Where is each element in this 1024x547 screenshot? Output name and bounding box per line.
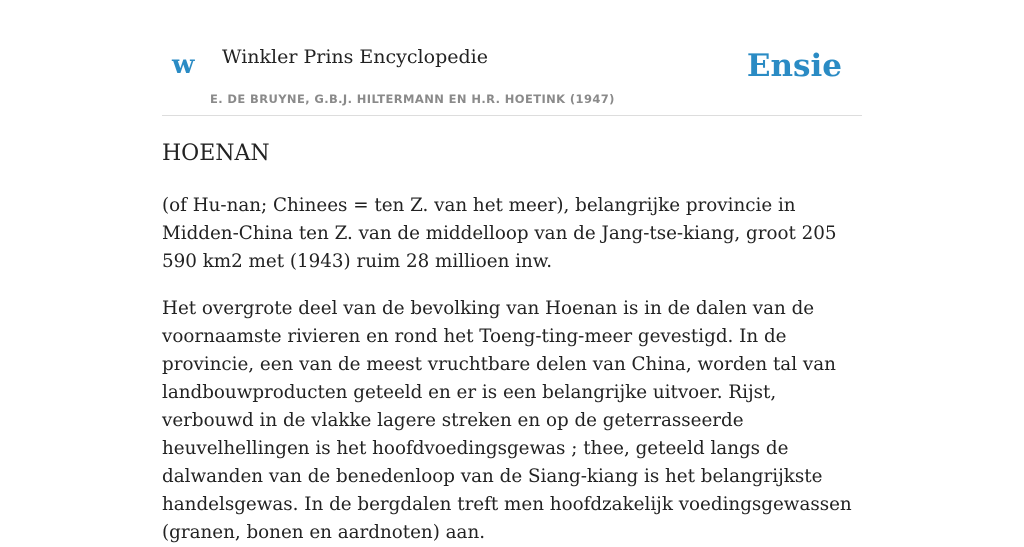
ensie-logo[interactable]: Ensie [746, 48, 842, 84]
logo-w-icon[interactable]: w [172, 50, 195, 80]
entry-title: HOENAN [162, 141, 270, 166]
site-subtitle: E. DE BRUYNE, G.B.J. HILTERMANN EN H.R. HOETINK (1947) [210, 92, 615, 106]
page-container [162, 0, 862, 543]
article-paragraph-2: Het overgrote deel van de bevolking van Hoenan is in de dalen van de voornaamste rivieren en rond het Toeng-ting-meer gevestigd. In de provincie, een van de meest vruchtbare delen van China, worden tal van landbouwproducten geteeld en er is een belangrijke uitvoer. Rijst, verbouwd in de vlakke lagere streken en op de geterrasseerde heuvelhellingen is het hoofdvoedingsgewas ; thee, geteeld langs de dalwanden van de benedenloop van de Siang-kiang is het belangrijkste handelsgewas. In de bergdalen treft men hoofdzakelijk voedingsgewassen (granen, bonen en aardnoten) aan. [162, 298, 852, 543]
header [162, 0, 862, 116]
article-paragraph-1: (of Hu-nan; Chinees = ten Z. van het meer), belangrijke provincie in Midden-China ten Z. van de middelloop van de Jang-tse-kiang, groot 205 590 km2 met (1943) ruim 28 millioen inw. [162, 195, 837, 272]
site-title[interactable]: Winkler Prins Encyclopedie [222, 46, 488, 68]
